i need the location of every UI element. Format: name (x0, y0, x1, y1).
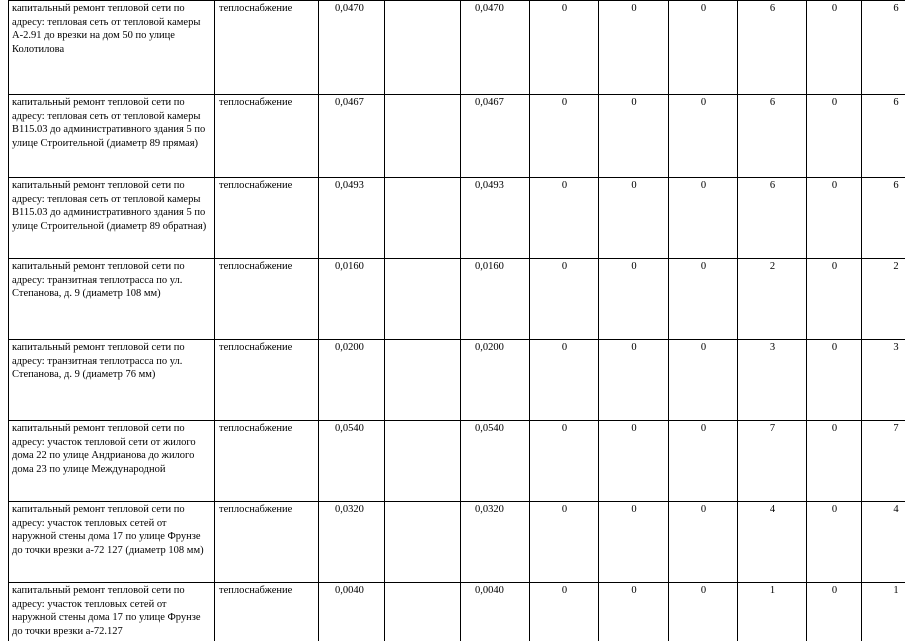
empty-cell (385, 95, 461, 178)
value-cell-2: 0 (599, 259, 669, 340)
value-cell-1: 0 (530, 259, 599, 340)
service-type-cell: теплоснабжение (215, 1, 319, 95)
service-type-cell: теплоснабжение (215, 178, 319, 259)
value-cell-6: 7 (862, 421, 905, 502)
length-total-cell: 0,0540 (461, 421, 530, 502)
empty-cell (385, 340, 461, 421)
value-cell-5: 0 (807, 178, 862, 259)
value-cell-3: 0 (669, 583, 738, 641)
description-cell: капитальный ремонт тепловой сети по адресу: транзитная теплотрасса по ул. Степанова, д. 9 (диаметр 76 мм) (9, 340, 215, 421)
table-row (9, 95, 905, 178)
value-cell-3: 0 (669, 1, 738, 95)
value-cell-3: 0 (669, 95, 738, 178)
table-row (9, 340, 905, 421)
service-type-cell: теплоснабжение (215, 340, 319, 421)
length-cell: 0,0160 (319, 259, 385, 340)
length-cell: 0,0467 (319, 95, 385, 178)
description-cell: капитальный ремонт тепловой сети по адресу: участок тепловой сети от жилого дома 22 по улице Андрианова до жилого дома 23 по улице Международной (9, 421, 215, 502)
heat-network-repair-table (8, 0, 905, 641)
length-cell: 0,0493 (319, 178, 385, 259)
value-cell-3: 0 (669, 178, 738, 259)
value-cell-5: 0 (807, 1, 862, 95)
description-cell: капитальный ремонт тепловой сети по адресу: тепловая сеть от тепловой камеры В115.03 до административного здания 5 по улице Строительной (диаметр 89 обратная) (9, 178, 215, 259)
service-type-cell: теплоснабжение (215, 259, 319, 340)
value-cell-6: 1 (862, 583, 905, 641)
value-cell-5: 0 (807, 95, 862, 178)
service-type-cell: теплоснабжение (215, 583, 319, 641)
length-total-cell: 0,0160 (461, 259, 530, 340)
value-cell-1: 0 (530, 178, 599, 259)
service-type-cell: теплоснабжение (215, 95, 319, 178)
empty-cell (385, 502, 461, 583)
length-cell: 0,0470 (319, 1, 385, 95)
empty-cell (385, 583, 461, 641)
table-row (9, 259, 905, 340)
table-row (9, 1, 905, 95)
service-type-cell: теплоснабжение (215, 502, 319, 583)
value-cell-5: 0 (807, 421, 862, 502)
length-total-cell: 0,0467 (461, 95, 530, 178)
value-cell-3: 0 (669, 502, 738, 583)
value-cell-4: 6 (738, 178, 807, 259)
description-cell: капитальный ремонт тепловой сети по адресу: тепловая сеть от тепловой камеры В115.03 до административного здания 5 по улице Строительной (диаметр 89 прямая) (9, 95, 215, 178)
table-row (9, 421, 905, 502)
value-cell-4: 4 (738, 502, 807, 583)
value-cell-2: 0 (599, 583, 669, 641)
value-cell-2: 0 (599, 421, 669, 502)
length-cell: 0,0320 (319, 502, 385, 583)
value-cell-4: 3 (738, 340, 807, 421)
value-cell-4: 7 (738, 421, 807, 502)
value-cell-4: 2 (738, 259, 807, 340)
length-total-cell: 0,0470 (461, 1, 530, 95)
length-cell: 0,0040 (319, 583, 385, 641)
description-cell: капитальный ремонт тепловой сети по адресу: участок тепловых сетей от наружной стены дома 17 по улице Фрунзе до точки врезки а-72 127 (диаметр 108 мм) (9, 502, 215, 583)
value-cell-6: 6 (862, 1, 905, 95)
value-cell-1: 0 (530, 1, 599, 95)
description-cell: капитальный ремонт тепловой сети по адресу: участок тепловых сетей от наружной стены дома 17 по улице Фрунзе до точки врезки а-72.127 (9, 583, 215, 641)
value-cell-1: 0 (530, 583, 599, 641)
length-cell: 0,0200 (319, 340, 385, 421)
service-type-cell: теплоснабжение (215, 421, 319, 502)
length-total-cell: 0,0200 (461, 340, 530, 421)
table-row (9, 502, 905, 583)
value-cell-2: 0 (599, 1, 669, 95)
empty-cell (385, 421, 461, 502)
value-cell-4: 6 (738, 95, 807, 178)
value-cell-2: 0 (599, 95, 669, 178)
empty-cell (385, 1, 461, 95)
value-cell-6: 2 (862, 259, 905, 340)
value-cell-2: 0 (599, 502, 669, 583)
value-cell-4: 6 (738, 1, 807, 95)
value-cell-3: 0 (669, 340, 738, 421)
table-row (9, 178, 905, 259)
value-cell-5: 0 (807, 340, 862, 421)
value-cell-1: 0 (530, 340, 599, 421)
value-cell-4: 1 (738, 583, 807, 641)
value-cell-3: 0 (669, 421, 738, 502)
length-total-cell: 0,0493 (461, 178, 530, 259)
value-cell-2: 0 (599, 178, 669, 259)
table-row (9, 583, 905, 641)
description-cell: капитальный ремонт тепловой сети по адресу: транзитная теплотрасса по ул. Степанова, д. 9 (диаметр 108 мм) (9, 259, 215, 340)
value-cell-1: 0 (530, 421, 599, 502)
value-cell-1: 0 (530, 502, 599, 583)
value-cell-5: 0 (807, 502, 862, 583)
value-cell-3: 0 (669, 259, 738, 340)
length-total-cell: 0,0320 (461, 502, 530, 583)
value-cell-6: 3 (862, 340, 905, 421)
length-total-cell: 0,0040 (461, 583, 530, 641)
value-cell-5: 0 (807, 583, 862, 641)
value-cell-6: 4 (862, 502, 905, 583)
value-cell-2: 0 (599, 340, 669, 421)
empty-cell (385, 259, 461, 340)
value-cell-5: 0 (807, 259, 862, 340)
value-cell-1: 0 (530, 95, 599, 178)
empty-cell (385, 178, 461, 259)
value-cell-6: 6 (862, 95, 905, 178)
value-cell-6: 6 (862, 178, 905, 259)
length-cell: 0,0540 (319, 421, 385, 502)
description-cell: капитальный ремонт тепловой сети по адресу: тепловая сеть от тепловой камеры А-2.91 до врезки на дом 50 по улице Колотилова (9, 1, 215, 95)
